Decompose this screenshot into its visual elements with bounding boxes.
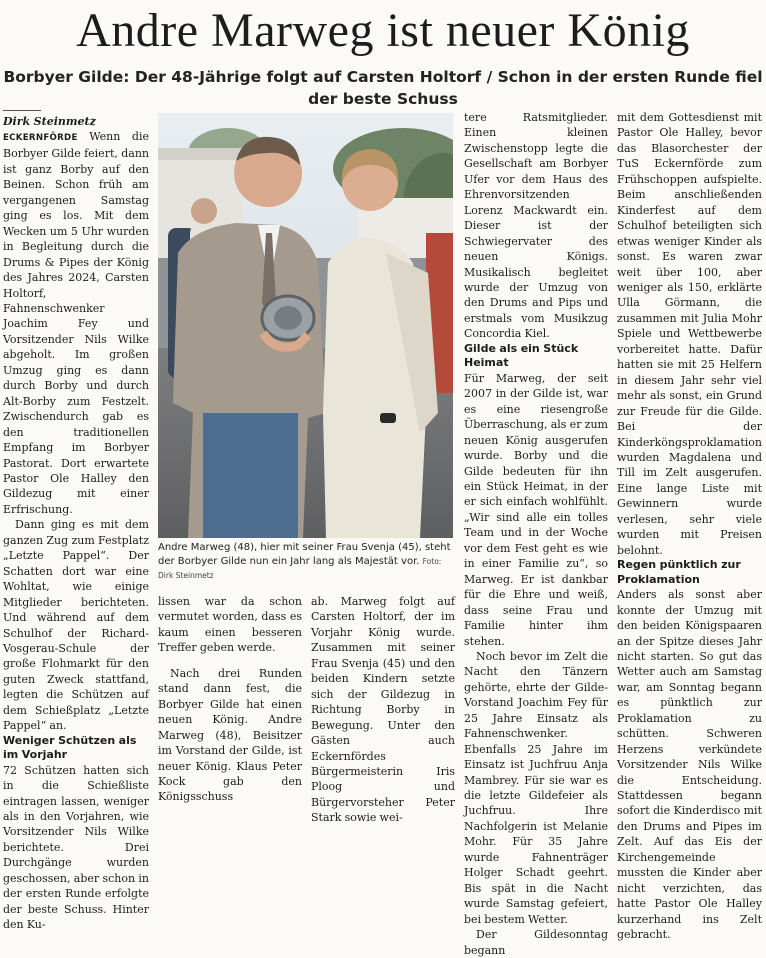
paragraph: Der Gildesonntag begann (464, 928, 608, 957)
paragraph: Nach drei Runden stand dann fest, die Borbyer Gilde hat einen neuen König. Andre Marweg (48), Beisitzer im Vorstand der Gilde, ist neuer König. Klaus Peter Kock gab den Königsschuss (158, 666, 302, 804)
author-rule (3, 110, 41, 111)
paragraph: lissen war da schon vermutet worden, dass es kaum einen besseren Treffer geben werde. (158, 595, 302, 655)
paragraph: mit dem Gottesdienst mit Pastor Ole Halley, bevor das Blasorchester der TuS Eckernförde zum Frühschoppen aufspielte. Beim anschließenden Kinderfest auf dem Schulhof beteiligten sich etwas weniger Kinder als sonst. Es waren zwar weit über 100, aber weniger als 150, erklärte Ulla Görmann, die zusammen mit Julia Mohr Spiele und Wettbewerbe vorbereitet hatte. Dafür hatten sie mit 25 Helfern in diesem Jahr sehr viel mehr als sonst, ein Grund zur Freude für die Gilde. Bei der Kinderköngsproklamation wurden Magdalena und Till im Zelt ausgerufen. Eine lange Liste mit Gewinnern wurde verlesen, sehr viele wurden mit Preisen belohnt. (617, 111, 762, 557)
photo-illustration (158, 113, 453, 538)
paragraph: Anders als sonst aber konnte der Umzug mit den beiden Königspaaren an der Spitze dieses Jahr nicht starten. So gut das Wetter auch am Samstag war, am Sonntag begann es pünktlich zur Proklamation zu schütten. Schweren Herzens verkündete Vorsitzender Nils Wilke die Entscheidung. Stattdessen begann sofort die Kinderdisco mit den Drums and Pipes im Zelt. Auf das Eis der Kirchengemeinde mussten die Kinder aber nicht verzichten, das hatte Pastor Ole Halley kurzerhand ins Zelt gebracht. (617, 588, 762, 942)
paragraph: tere Ratsmitglieder. Einen kleinen Zwischenstopp legte die Gesellschaft am Borbyer Ufer vor dem Haus des Ehrenvorsitzenden Lorenz Mackwardt ein. Dieser ist der Schwiegervater des neuen Königs. Musikalisch begleitet wurde der Umzug von den Drums and Pips und erstmals vom Musikzug Concordia Kiel. (464, 111, 608, 341)
column-2 (158, 594, 302, 805)
column-5 (617, 110, 762, 943)
author: Dirk Steinmetz (3, 115, 96, 128)
paragraph: ECKERNFÖRDE Wenn die Borbyer Gilde feiert, dann ist ganz Borby auf den Beinen. Schon früh am vergangenen Samstag ging es los. Mit dem Wecken um 5 Uhr wurden in Begleitung durch die Drums & Pipes der König des Jahres 2024, Carsten Holtorf, Fahnenschwenker Joachim Fey und Vorsitzender Nils Wilke abgeholt. Im großen Umzug ging es dann durch Borby und durch Alt-Borby zum Festzelt. Zwischendurch gab es den traditionellen Empfang im Borbyer Pastorat. Dort erwartete Pastor Ole Halley den Gildezug mit einer Erfrischung. (3, 130, 149, 516)
subheading: Regen pünktlich zur Proklamation (617, 558, 741, 586)
placeline: ECKERNFÖRDE (3, 133, 78, 143)
subheading: Weniger Schützen als im Vorjahr (3, 733, 137, 762)
subheading: Gilde als ein Stück Heimat (464, 341, 579, 370)
paragraph: Noch bevor im Zelt die Nacht den Tänzern gehörte, ehrte der Gilde-Vorstand Joachim Fey für 25 Jahre Einsatz als Fahnenschwenker. Ebenfalls 25 Jahre im Einsatz ist Juchfruu Anja Mambrey. Für sie war es die letzte Gildefeier als Juchfruu. Ihre Nachfolgerin ist Melanie Mohr. Für 35 Jahre wurde Fahnenträger Holger Schadt geehrt. Bis spät in die Nacht wurde Samstag gefeiert, bei bestem Wetter. (464, 649, 608, 926)
article-photo (158, 113, 453, 538)
photo-credit: Foto: Dirk Steinmetz (158, 557, 442, 580)
paragraph: ab. Marweg folgt auf Carsten Holtorf, der im Vorjahr König wurde. Zusammen mit seiner Frau Svenja (45) und den beiden Kindern setzte sich der Gildezug in Richtung Borby in Bewegung. Unter den Gästen auch Eckernfördes Bürgermeisterin Iris Ploog und Bürgervorsteher Peter Stark sowie wei- (311, 595, 455, 825)
column-1 (3, 110, 149, 933)
subline: Borbyer Gilde: Der 48-Jährige folgt auf Carsten Holtorf / Schon in der ersten Runde fiel der beste Schuss (3, 68, 763, 108)
photo-caption: Andre Marweg (48), hier mit seiner Frau Svenja (45), steht der Borbyer Gilde nun ein Jahr lang als Majestät vor. Foto: Dirk Steinmetz (158, 542, 451, 580)
column-4 (464, 110, 608, 958)
paragraph: Dann ging es mit dem ganzen Zug zum Festplatz „Letzte Pappel“. Der Schatten dort war eine Wohltat, wie einige Mitglieder berichteten. Und während auf dem Schulhof der Richard-Vosgerau-Schule der große Flohmarkt für den guten Zweck stattfand, legten die Schützen auf dem Schießplatz „Letzte Pappel“ an. (3, 518, 149, 733)
column-3 (311, 594, 455, 826)
paragraph: 72 Schützen hatten sich in die Schießliste eintragen lassen, weniger als in den Vorjahren, wie Vorsitzender Nils Wilke berichtete. Drei Durchgänge wurden geschossen, aber schon in der ersten Runde erfolgte der beste Schuss. Hinter den Ku- (3, 763, 149, 932)
headline: Andre Marweg ist neuer König (76, 4, 690, 57)
paragraph: Für Marweg, der seit 2007 in der Gilde ist, war es eine riesengroße Überraschung, als er zum neuen König ausgerufen wurde. Borby und die Gilde bedeuten für ihn ein Stück Heimat, in der er sich einfach wohlfühlt. „Wir sind alle ein tolles Team und in der Woche vor dem Fest geht es wie in einer Familie zu“, so Marweg. Er ist dankbar für die Ehre und weiß, dass seine Frau und Familie hinter ihm stehen. (464, 371, 608, 648)
